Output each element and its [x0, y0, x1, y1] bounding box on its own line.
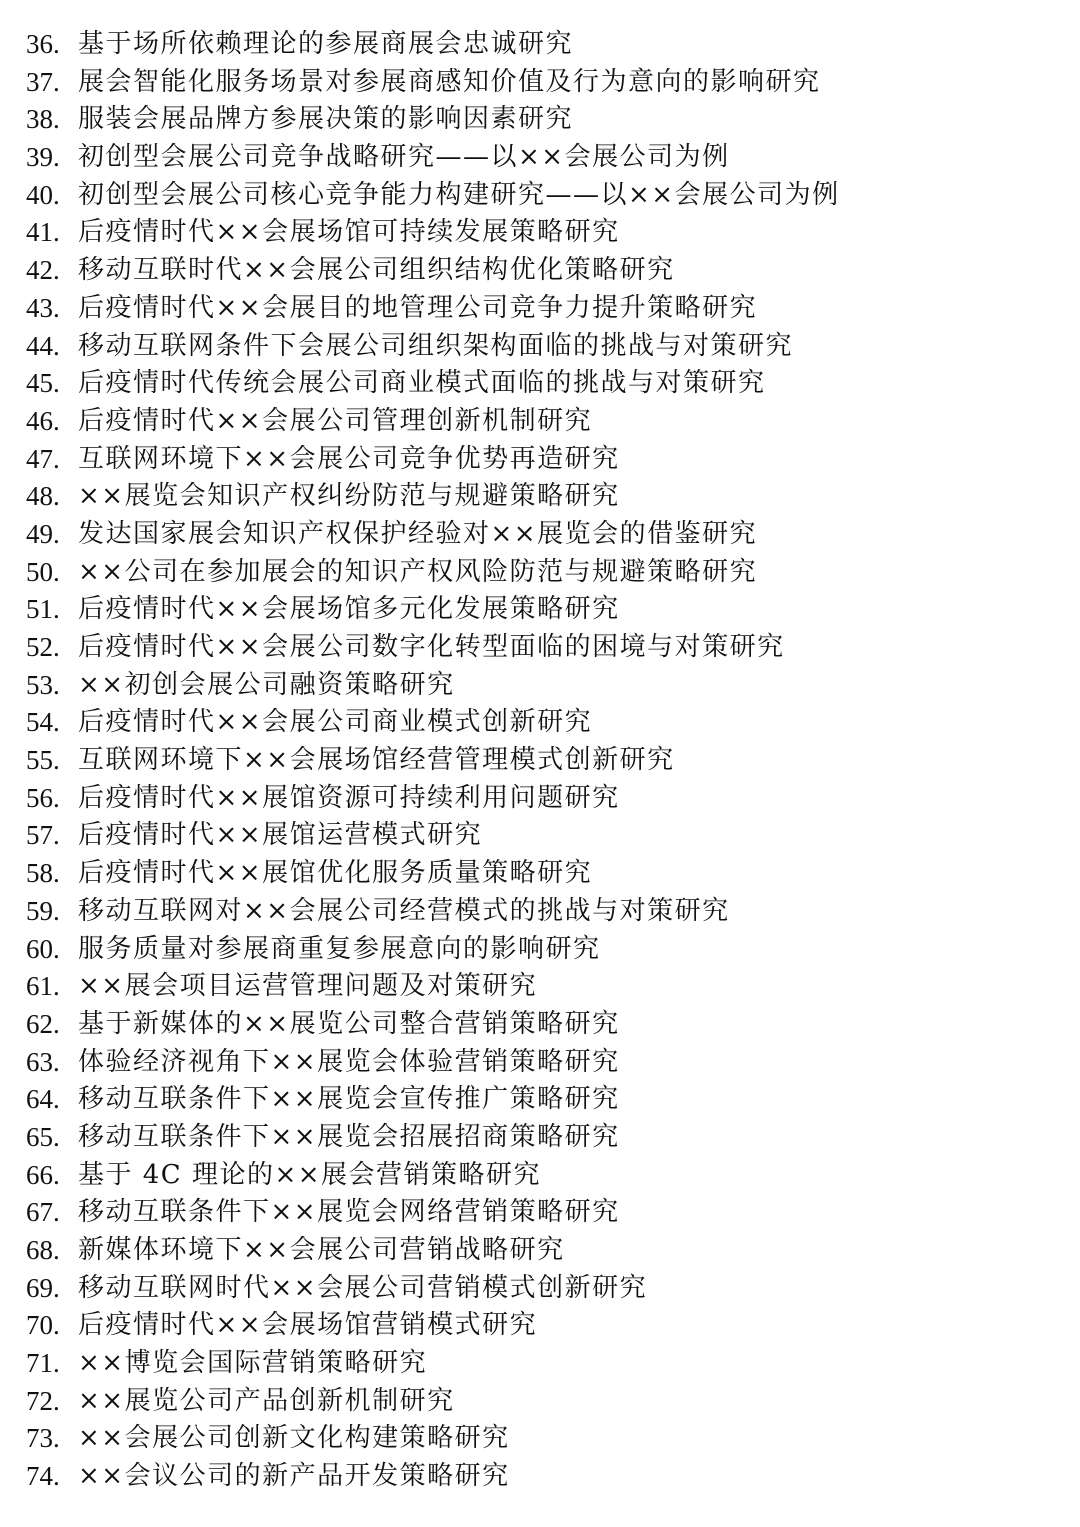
list-item: [26, 742, 1066, 780]
list-item: [26, 1307, 1066, 1345]
item-number: 36.: [26, 29, 60, 59]
list-item: [26, 931, 1066, 969]
list-item: [26, 1044, 1066, 1082]
item-title: 基于新媒体的××展览公司整合营销策略研究: [78, 1008, 620, 1039]
list-item: [26, 1458, 1066, 1496]
list-item: [26, 441, 1066, 479]
list-item: [26, 893, 1066, 931]
list-item: [26, 817, 1066, 855]
item-number: 39.: [26, 142, 60, 173]
item-number: 52.: [26, 632, 60, 662]
list-item: [26, 516, 1066, 554]
item-number: 43.: [26, 292, 60, 323]
item-title: ××展会项目运营管理问题及对策研究: [78, 971, 538, 1002]
item-title: 后疫情时代××会展目的地管理公司竞争力提升策略研究: [78, 292, 758, 323]
item-number: 54.: [26, 707, 60, 738]
item-title: ××展览公司产品创新机制研究: [78, 1385, 455, 1416]
item-title: 互联网环境下××会展场馆经营管理模式创新研究: [78, 745, 675, 776]
list-item: [26, 403, 1066, 441]
item-number: 47.: [26, 443, 60, 474]
item-title: 初创型会展公司竞争战略研究——以××会展公司为例: [78, 142, 730, 173]
item-title: ××初创会展公司融资策略研究: [78, 669, 455, 700]
item-title: 后疫情时代××会展场馆营销模式研究: [78, 1310, 538, 1341]
item-number: 51.: [26, 594, 60, 625]
item-title: 服务质量对参展商重复参展意向的影响研究: [78, 933, 601, 964]
item-number: 72.: [26, 1385, 60, 1416]
item-number: 71.: [26, 1348, 60, 1379]
item-title: 后疫情时代××会展公司管理创新机制研究: [78, 405, 593, 436]
list-item: [26, 1119, 1066, 1157]
item-number: 58.: [26, 858, 60, 889]
list-item: [26, 1194, 1066, 1232]
item-number: 73.: [26, 1423, 60, 1454]
item-title: 后疫情时代××展馆优化服务质量策略研究: [78, 858, 593, 889]
list-item: [26, 1383, 1066, 1421]
list-item: [26, 177, 1066, 215]
item-title: ××公司在参加展会的知识产权风险防范与规避策略研究: [78, 556, 758, 587]
item-title: 移动互联网条件下会展公司组织架构面临的挑战与对策研究: [78, 330, 794, 361]
item-title: 后疫情时代××会展场馆多元化发展策略研究: [78, 594, 620, 625]
list-item: [26, 478, 1066, 516]
item-number: 64.: [26, 1084, 60, 1115]
item-number: 53.: [26, 669, 60, 700]
item-number: 63.: [26, 1046, 60, 1077]
list-item: [26, 1157, 1066, 1195]
list-item: [26, 1232, 1066, 1270]
item-title: 移动互联条件下××展览会网络营销策略研究: [78, 1197, 620, 1228]
item-number: 45.: [26, 368, 60, 399]
item-number: 46.: [26, 405, 60, 436]
item-title: 后疫情时代××展馆资源可持续利用问题研究: [78, 782, 620, 813]
list-item: [26, 591, 1066, 629]
item-number: 37.: [26, 66, 60, 97]
list-item: [26, 290, 1066, 328]
item-number: 38.: [26, 104, 60, 135]
item-title: 后疫情时代××会展场馆可持续发展策略研究: [78, 217, 620, 248]
list-item: [26, 855, 1066, 893]
item-title: 互联网环境下××会展公司竞争优势再造研究: [78, 443, 620, 474]
item-title: ××博览会国际营销策略研究: [78, 1348, 428, 1379]
item-number: 40.: [26, 179, 60, 210]
item-number: 60.: [26, 933, 60, 964]
item-title: 移动互联网对××会展公司经营模式的挑战与对策研究: [78, 895, 730, 926]
item-title: 基于 4C 理论的××展会营销策略研究: [78, 1159, 542, 1190]
item-number: 41.: [26, 217, 60, 248]
item-number: 70.: [26, 1310, 60, 1341]
item-title: 后疫情时代××会展公司数字化转型面临的困境与对策研究: [78, 632, 785, 662]
item-title: 后疫情时代××展馆运营模式研究: [78, 820, 483, 851]
list-item: [26, 1345, 1066, 1383]
list-item: [26, 1420, 1066, 1458]
item-number: 44.: [26, 330, 60, 361]
list-item: [26, 101, 1066, 139]
item-title: ××会展公司创新文化构建策略研究: [78, 1423, 510, 1454]
item-number: 61.: [26, 971, 60, 1002]
item-number: 56.: [26, 782, 60, 813]
item-title: 后疫情时代××会展公司商业模式创新研究: [78, 707, 593, 738]
item-title: 发达国家展会知识产权保护经验对××展览会的借鉴研究: [78, 518, 758, 549]
list-item: [26, 64, 1066, 102]
item-number: 66.: [26, 1159, 60, 1190]
item-title: 移动互联条件下××展览会宣传推广策略研究: [78, 1084, 620, 1115]
list-item: [26, 629, 1066, 667]
item-number: 49.: [26, 518, 60, 549]
list-item: [26, 554, 1066, 592]
list-item: [26, 1006, 1066, 1044]
list-item: [26, 1270, 1066, 1308]
item-title: 展会智能化服务场景对参展商感知价值及行为意向的影响研究: [78, 66, 821, 97]
item-number: 69.: [26, 1272, 60, 1303]
list-item: [26, 365, 1066, 403]
item-number: 50.: [26, 556, 60, 587]
list-item: [26, 139, 1066, 177]
item-number: 48.: [26, 481, 60, 512]
item-title: 新媒体环境下××会展公司营销战略研究: [78, 1235, 565, 1265]
item-number: 59.: [26, 895, 60, 926]
item-number: 65.: [26, 1121, 60, 1152]
item-number: 57.: [26, 820, 60, 851]
item-number: 55.: [26, 745, 60, 776]
item-number: 68.: [26, 1235, 60, 1265]
item-title: ××会议公司的新产品开发策略研究: [78, 1461, 510, 1492]
list-item: [26, 780, 1066, 818]
list-item: [26, 214, 1066, 252]
item-title: 服装会展品牌方参展决策的影响因素研究: [78, 104, 574, 135]
item-title: ××展览会知识产权纠纷防范与规避策略研究: [78, 481, 620, 512]
list-item: [26, 328, 1066, 366]
item-number: 74.: [26, 1461, 60, 1492]
item-title: 移动互联条件下××展览会招展招商策略研究: [78, 1121, 620, 1152]
list-item: [26, 968, 1066, 1006]
item-title: 后疫情时代传统会展公司商业模式面临的挑战与对策研究: [78, 368, 766, 399]
list-item: [26, 252, 1066, 290]
topic-list: [26, 26, 1066, 1496]
item-title: 初创型会展公司核心竞争能力构建研究——以××会展公司为例: [78, 179, 840, 210]
list-item: [26, 26, 1066, 64]
list-item: [26, 1081, 1066, 1119]
item-title: 体验经济视角下××展览会体验营销策略研究: [78, 1046, 620, 1077]
item-number: 62.: [26, 1008, 60, 1039]
list-item: [26, 704, 1066, 742]
item-title: 移动互联时代××会展公司组织结构优化策略研究: [78, 255, 675, 286]
item-title: 基于场所依赖理论的参展商展会忠诚研究: [78, 29, 574, 59]
list-item: [26, 667, 1066, 705]
item-number: 42.: [26, 255, 60, 286]
item-title: 移动互联网时代××会展公司营销模式创新研究: [78, 1272, 648, 1303]
item-number: 67.: [26, 1197, 60, 1228]
